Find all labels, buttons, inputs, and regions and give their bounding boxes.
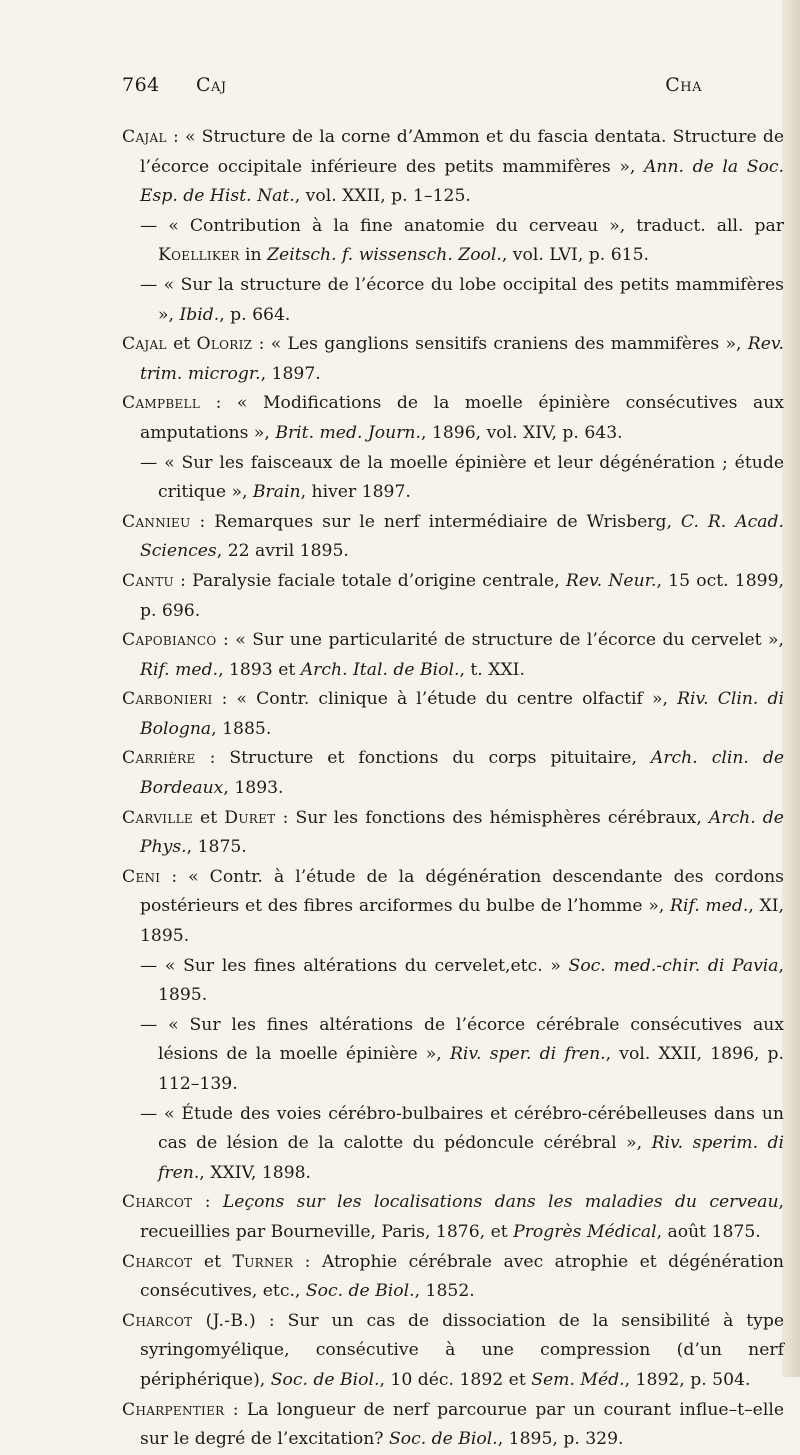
journal-title: Soc. de Biol. bbox=[388, 1429, 498, 1450]
journal-title: Riv. Clin. di Bologna bbox=[140, 689, 784, 739]
bibliography-entry: Cantu : Paralysie faciale totale d’origine centrale, Rev. Neur., 15 oct. 1899, p. 696. bbox=[122, 570, 785, 621]
bibliography-entry: — « Sur la structure de l’écorce du lobe occipital des petits mammifères », Ibid., p. 664. bbox=[140, 274, 784, 325]
journal-title: Arch. de Phys. bbox=[140, 807, 784, 858]
entry-coauthor: Oloriz bbox=[196, 334, 253, 355]
journal-title: Rev. trim. microgr. bbox=[140, 334, 784, 384]
journal-title: Soc. med.-chir. di Pavia bbox=[568, 955, 779, 976]
journal-title: Progrès Médical bbox=[513, 1221, 657, 1242]
entry-author: Cannieu bbox=[122, 511, 191, 532]
bibliography-entry: Cannieu : Remarques sur le nerf intermédiaire de Wrisberg, C. R. Acad. Sciences, 22 avril 1895. bbox=[122, 511, 784, 562]
entry-author: Charcot (J.-B.) bbox=[122, 1310, 257, 1331]
journal-title: Arch. Ital. de Biol. bbox=[300, 659, 460, 680]
entry-author: Charcot bbox=[122, 1192, 193, 1213]
entry-author: Campbell bbox=[122, 393, 201, 414]
right-guide-word: Cha bbox=[665, 74, 702, 96]
entry-coauthor: Duret bbox=[224, 807, 276, 828]
entry-author: Cajal bbox=[122, 127, 167, 147]
journal-title: Sem. Méd. bbox=[531, 1369, 625, 1390]
bibliography-entry: Cajal et Oloriz : « Les ganglions sensitifs craniens des mammifères », Rev. trim. microgr., 1897. bbox=[122, 334, 784, 384]
bibliography-entry: Charcot et Turner : Atrophie cérébrale avec atrophie et dégénération consécutives, etc., Soc. de Biol., 1852. bbox=[122, 1251, 784, 1302]
bibliography-entry: — « Sur les faisceaux de la moelle épinière et leur dégénération ; étude critique », Brain, hiver 1897. bbox=[140, 452, 784, 503]
journal-title: Soc. de Biol. bbox=[305, 1281, 415, 1302]
journal-title: Brain bbox=[252, 482, 301, 503]
entry-author: Charpentier bbox=[122, 1399, 225, 1420]
bibliography-entry: — « Contribution à la fine anatomie du cerveau », traduct. all. par Koelliker in Zeitsch. f. wissensch. Zool., vol. LVI, p. 615. bbox=[140, 215, 784, 266]
ditto-dash: — bbox=[140, 274, 164, 295]
bibliography-entry: Ceni : « Contr. à l’étude de la dégénération descendante des cordons postérieurs et des fibres arciformes du bulbe de l’homme », Rif. med., XI, 1895. bbox=[122, 866, 784, 947]
bibliography-entry: Carrière : Structure et fonctions du corps pituitaire, Arch. clin. de Bordeaux, 1893. bbox=[122, 748, 785, 799]
entry-author: Carbonieri bbox=[122, 689, 213, 710]
bibliography-entry: — « Sur les fines altérations de l’écorce cérébrale consécutives aux lésions de la moelle épinière », Riv. sper. di fren., vol. XXII, 1896, p. 112–139. bbox=[140, 1014, 784, 1094]
left-guide-word: Caj bbox=[196, 74, 227, 96]
bibliography-entry: Charcot (J.-B.) : Sur un cas de dissociation de la sensibilité à type syringomyélique, consécutive à une compression (d’un nerf périphérique), Soc. de Biol., 10 déc. 1892 et Sem. Méd., 1892, p. 504. bbox=[122, 1310, 784, 1390]
journal-title: Zeitsch. f. wissensch. Zool. bbox=[267, 245, 502, 266]
journal-title: Riv. sperim. di fren. bbox=[158, 1133, 785, 1183]
ditto-dash: — bbox=[140, 215, 169, 236]
bibliography-entry: — « Étude des voies cérébro-bulbaires et cérébro-cérébelleuses dans un cas de lésion de la calotte du pédoncule cérébral », Riv. sperim. di fren., XXIV, 1898. bbox=[140, 1103, 785, 1183]
bibliography-entry: Carville et Duret : Sur les fonctions des hémisphères cérébraux, Arch. de Phys., 1875. bbox=[122, 807, 784, 858]
journal-title: Rif. med. bbox=[670, 896, 749, 917]
journal-title: Ann. de la Soc. Esp. de Hist. Nat. bbox=[140, 156, 784, 207]
entry-author: Cantu bbox=[122, 570, 174, 591]
journal-title: C. R. Acad. Sciences bbox=[140, 511, 784, 562]
journal-title: Brit. med. Journ. bbox=[275, 422, 421, 443]
entry-author: Capobianco bbox=[122, 630, 217, 651]
bibliography-entry: Campbell : « Modifications de la moelle épinière consécutives aux amputations », Brit. med. Journ., 1896, vol. XIV, p. 643. bbox=[122, 393, 784, 443]
running-header bbox=[122, 74, 702, 104]
ditto-dash: — bbox=[140, 955, 165, 976]
bibliography-entry: Capobianco : « Sur une particularité de structure de l’écorce du cervelet », Rif. med., 1893 et Arch. Ital. de Biol., t. XXI. bbox=[122, 630, 784, 680]
page-number: 764 bbox=[122, 74, 160, 96]
ditto-dash: — bbox=[140, 452, 165, 473]
bibliography-entry: — « Sur les fines altérations du cervelet,etc. » Soc. med.-chir. di Pavia, 1895. bbox=[140, 955, 784, 1006]
journal-title: Arch. clin. de Bordeaux bbox=[140, 748, 785, 799]
page-edge bbox=[782, 0, 800, 1377]
entry-author: Cajal bbox=[122, 334, 167, 355]
journal-title: Rif. med. bbox=[140, 659, 219, 680]
book-title: Leçons sur les localisations dans les maladies du cerveau bbox=[222, 1192, 779, 1213]
bibliography-entry: Carbonieri : « Contr. clinique à l’étude du centre olfactif », Riv. Clin. di Bologna, 1885. bbox=[122, 689, 784, 739]
entry-author: Carrière bbox=[122, 748, 196, 769]
ditto-dash: — bbox=[140, 1014, 169, 1035]
bibliography-entry: Charcot : Leçons sur les localisations dans les maladies du cerveau, recueillies par Bourneville, Paris, 1876, et Progrès Médical, août 1875. bbox=[122, 1192, 784, 1242]
bibliography-entry: Charpentier : La longueur de nerf parcourue par un courant influe–t–elle sur le degré de l’excitation? Soc. de Biol., 1895, p. 329. bbox=[122, 1399, 784, 1450]
journal-title: Ibid. bbox=[179, 304, 220, 325]
journal-title: Soc. de Biol. bbox=[270, 1369, 380, 1390]
entry-coauthor: Turner bbox=[232, 1251, 294, 1272]
translator-name: Koelliker bbox=[158, 245, 240, 266]
entry-author: Carville bbox=[122, 807, 193, 828]
ditto-dash: — bbox=[140, 1103, 165, 1124]
journal-title: Riv. sper. di fren. bbox=[449, 1044, 606, 1065]
bibliography-entry: Cajal : « Structure de la corne d’Ammon et du fascia dentata. Structure de l’écorce occipitale inférieure des petits mammifères », Ann. de la Soc. Esp. de Hist. Nat., vol. XXII, p. 1–125. bbox=[122, 127, 784, 207]
journal-title: Rev. Neur. bbox=[565, 570, 657, 591]
entry-author: Ceni bbox=[122, 866, 161, 887]
entry-author: Charcot bbox=[122, 1251, 193, 1272]
bibliography bbox=[122, 123, 784, 1455]
